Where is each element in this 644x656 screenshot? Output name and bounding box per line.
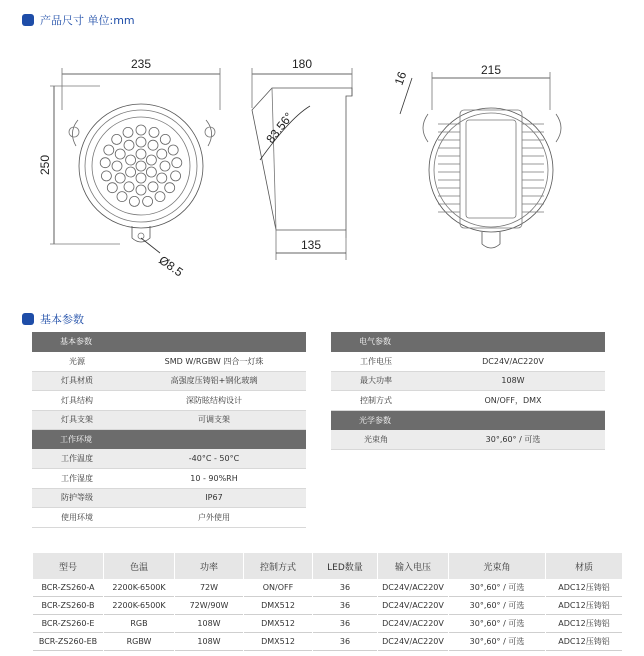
table-cell: 30°,60° / 可选 bbox=[449, 633, 545, 651]
column-header: 光束角 bbox=[449, 553, 545, 579]
table-row bbox=[331, 391, 605, 411]
param-key: 工作湿度 bbox=[32, 469, 122, 489]
led-lens bbox=[112, 134, 122, 144]
led-lens bbox=[126, 167, 136, 177]
technical-drawings bbox=[40, 48, 620, 298]
param-key: 灯具材质 bbox=[32, 371, 122, 391]
param-value: IP67 bbox=[122, 488, 306, 508]
table-cell: 36 bbox=[313, 579, 377, 597]
table-row bbox=[331, 352, 605, 372]
table-row bbox=[33, 615, 622, 633]
params-section-title: 基本参数 bbox=[40, 313, 84, 326]
table-cell: 72W bbox=[175, 579, 243, 597]
table-cell: 30°,60° / 可选 bbox=[449, 579, 545, 597]
led-lens bbox=[112, 161, 122, 171]
led-lens bbox=[136, 185, 146, 195]
table-cell: DC24V/AC220V bbox=[378, 597, 448, 615]
section-bullet-icon bbox=[22, 14, 34, 26]
column-header: LED数量 bbox=[313, 553, 377, 579]
table-cell: ADC12压铸铝 bbox=[546, 597, 622, 615]
led-lens bbox=[107, 183, 117, 193]
led-lens bbox=[149, 127, 159, 137]
table-cell: 108W bbox=[175, 615, 243, 633]
dimensions-section-title: 产品尺寸 单位:mm bbox=[40, 14, 135, 27]
led-lens bbox=[165, 183, 175, 193]
table-cell: 108W bbox=[175, 633, 243, 651]
column-header: 控制方式 bbox=[244, 553, 312, 579]
led-array bbox=[100, 125, 182, 206]
table-cell: DC24V/AC220V bbox=[378, 633, 448, 651]
led-lens bbox=[136, 125, 146, 135]
param-value: DC24V/AC220V bbox=[421, 352, 605, 372]
param-value: -40°C - 50°C bbox=[122, 449, 306, 469]
side-angle-dimension: 83.56° bbox=[263, 109, 296, 146]
param-value: 10 - 90%RH bbox=[122, 469, 306, 489]
table-cell: 72W/90W bbox=[175, 597, 243, 615]
table-cell: BCR-ZS260-A bbox=[33, 579, 103, 597]
side-bottom-dimension: 135 bbox=[300, 238, 322, 252]
led-lens bbox=[146, 155, 156, 165]
table-cell: DMX512 bbox=[244, 615, 312, 633]
section-header-label: 工作环境 bbox=[32, 430, 306, 450]
table-cell: DC24V/AC220V bbox=[378, 615, 448, 633]
column-header: 功率 bbox=[175, 553, 243, 579]
table-row bbox=[32, 410, 306, 430]
table-row bbox=[32, 371, 306, 391]
front-height-dimension: 250 bbox=[38, 154, 52, 176]
back-offset-dimension: 16 bbox=[391, 69, 410, 88]
table-row bbox=[33, 597, 622, 615]
table-cell: BCR-ZS260-B bbox=[33, 597, 103, 615]
table-cell: 36 bbox=[313, 633, 377, 651]
section-header-label: 电气参数 bbox=[331, 332, 605, 352]
side-view-drawing bbox=[252, 68, 352, 260]
led-lens bbox=[136, 149, 146, 159]
table-row bbox=[32, 352, 306, 372]
param-value: SMD W/RGBW 四合一灯珠 bbox=[122, 352, 306, 372]
led-lens bbox=[136, 173, 146, 183]
led-lens bbox=[115, 173, 125, 183]
param-key: 最大功率 bbox=[331, 371, 421, 391]
led-lens bbox=[143, 196, 153, 206]
table-row bbox=[331, 430, 605, 450]
table-section-header bbox=[32, 332, 306, 352]
table-row bbox=[32, 488, 306, 508]
led-lens bbox=[124, 140, 134, 150]
param-value: 30°,60° / 可选 bbox=[421, 430, 605, 450]
led-lens bbox=[117, 192, 127, 202]
table-cell: 2200K-6500K bbox=[104, 597, 174, 615]
table-cell: 30°,60° / 可选 bbox=[449, 597, 545, 615]
back-width-dimension: 215 bbox=[480, 63, 502, 77]
led-lens bbox=[148, 182, 158, 192]
led-lens bbox=[129, 196, 139, 206]
param-value: 可调支架 bbox=[122, 410, 306, 430]
param-key: 控制方式 bbox=[331, 391, 421, 411]
section-bullet-icon bbox=[22, 313, 34, 325]
led-lens bbox=[157, 149, 167, 159]
led-lens bbox=[115, 149, 125, 159]
table-row bbox=[32, 449, 306, 469]
table-cell: DMX512 bbox=[244, 633, 312, 651]
models-table bbox=[32, 553, 623, 651]
param-key: 光束角 bbox=[331, 430, 421, 450]
front-width-dimension: 235 bbox=[130, 57, 152, 71]
table-cell: 36 bbox=[313, 597, 377, 615]
table-cell: 2200K-6500K bbox=[104, 579, 174, 597]
dimensions-section-header bbox=[22, 12, 135, 28]
param-value: ON/OFF，DMX bbox=[421, 391, 605, 411]
table-cell: ADC12压铸铝 bbox=[546, 615, 622, 633]
electrical-params-table bbox=[331, 332, 605, 450]
table-cell: BCR-ZS260-EB bbox=[33, 633, 103, 651]
table-cell: RGB bbox=[104, 615, 174, 633]
param-value: 108W bbox=[421, 371, 605, 391]
led-lens bbox=[160, 161, 170, 171]
column-header: 输入电压 bbox=[378, 553, 448, 579]
table-row bbox=[33, 633, 622, 651]
led-lens bbox=[104, 145, 114, 155]
table-cell: BCR-ZS260-E bbox=[33, 615, 103, 633]
led-lens bbox=[100, 158, 110, 168]
params-section-header bbox=[22, 311, 84, 327]
param-value: 深防眩结构设计 bbox=[122, 391, 306, 411]
led-lens bbox=[146, 167, 156, 177]
led-lens bbox=[136, 137, 146, 147]
section-header-label: 基本参数 bbox=[32, 332, 306, 352]
table-cell: DC24V/AC220V bbox=[378, 579, 448, 597]
param-key: 工作电压 bbox=[331, 352, 421, 372]
front-view-drawing bbox=[50, 68, 220, 253]
param-key: 防护等级 bbox=[32, 488, 122, 508]
param-key: 光源 bbox=[32, 352, 122, 372]
table-cell: 36 bbox=[313, 615, 377, 633]
param-key: 工作温度 bbox=[32, 449, 122, 469]
table-cell: DMX512 bbox=[244, 597, 312, 615]
table-cell: ADC12压铸铝 bbox=[546, 633, 622, 651]
table-section-header bbox=[331, 410, 605, 430]
table-row bbox=[331, 371, 605, 391]
table-row bbox=[32, 469, 306, 489]
section-header-label: 光学参数 bbox=[331, 410, 605, 430]
param-value: 高强度压铸铝+钢化玻璃 bbox=[122, 371, 306, 391]
table-row bbox=[32, 391, 306, 411]
led-lens bbox=[124, 182, 134, 192]
table-section-header bbox=[331, 332, 605, 352]
basic-params-table bbox=[32, 332, 306, 528]
table-row bbox=[32, 508, 306, 528]
led-lens bbox=[171, 171, 181, 181]
led-lens bbox=[155, 192, 165, 202]
column-header: 色温 bbox=[104, 553, 174, 579]
models-table-header bbox=[33, 553, 622, 579]
param-key: 灯具结构 bbox=[32, 391, 122, 411]
led-lens bbox=[126, 155, 136, 165]
table-section-header bbox=[32, 430, 306, 450]
led-lens bbox=[148, 140, 158, 150]
led-lens bbox=[157, 173, 167, 183]
led-lens bbox=[123, 127, 133, 137]
param-key: 灯具支架 bbox=[32, 410, 122, 430]
table-cell: ADC12压铸铝 bbox=[546, 579, 622, 597]
led-lens bbox=[172, 158, 182, 168]
hole-diameter-dimension: Ø8.5 bbox=[156, 252, 186, 280]
led-lens bbox=[168, 145, 178, 155]
back-view-drawing bbox=[400, 72, 561, 248]
led-lens bbox=[160, 134, 170, 144]
param-key: 使用环境 bbox=[32, 508, 122, 528]
table-cell: RGBW bbox=[104, 633, 174, 651]
side-top-dimension: 180 bbox=[291, 57, 313, 71]
table-row bbox=[33, 579, 622, 597]
led-lens bbox=[101, 171, 111, 181]
led-lens bbox=[136, 161, 146, 171]
table-cell: ON/OFF bbox=[244, 579, 312, 597]
column-header: 材质 bbox=[546, 553, 622, 579]
param-value: 户外使用 bbox=[122, 508, 306, 528]
column-header: 型号 bbox=[33, 553, 103, 579]
heat-sink-fins bbox=[438, 124, 544, 212]
table-cell: 30°,60° / 可选 bbox=[449, 615, 545, 633]
